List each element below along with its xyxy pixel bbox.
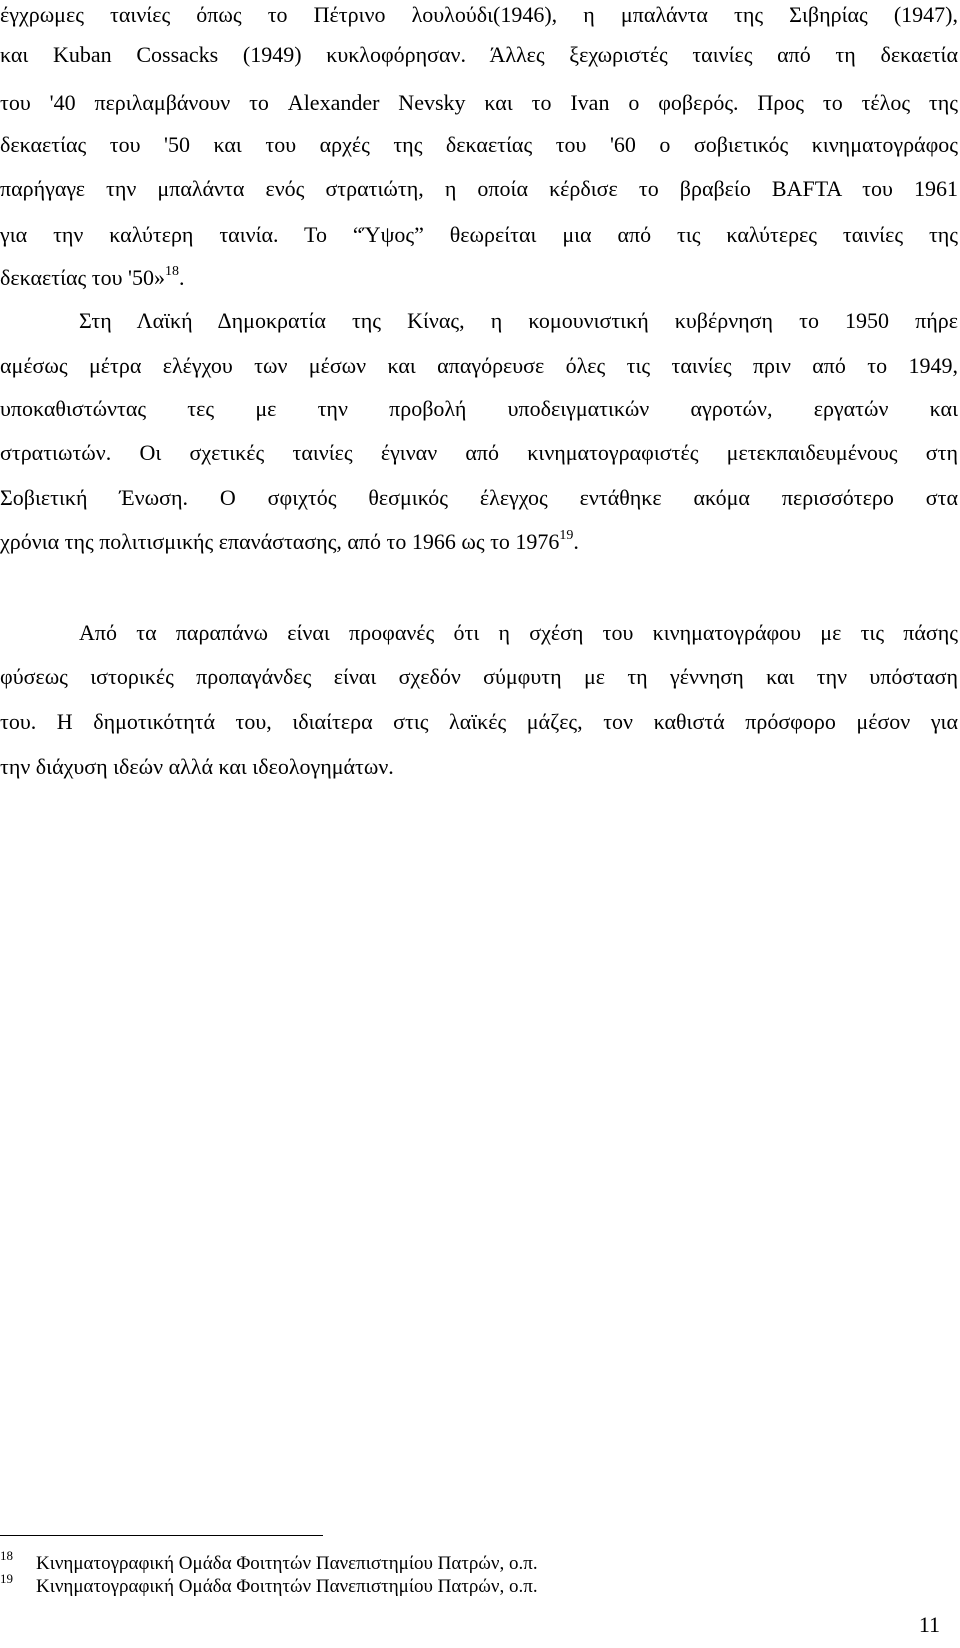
footnote-ref-18: 18 [164,264,179,279]
paragraph1-line-2: και Kuban Cossacks (1949) κυκλοφόρησαν. Άλλες ξεχωριστές ταινίες από τη δεκαετία [0,42,958,67]
paragraph2-last-text: χρόνια της πολιτισμικής επανάστασης, από το 1966 ως το 1976 [0,529,560,554]
paragraph1-line-7 [0,263,958,293]
footnote-text: Κινηματογραφική Ομάδα Φοιτητών Πανεπιστημίου Πατρών, ο.π. [36,1576,538,1597]
footnote-separator [0,1535,323,1536]
paragraph2-line-4: στρατιωτών. Οι σχετικές ταινίες έγιναν από κινηματογραφιστές μετεκπαιδευμένους στη [0,440,958,465]
paragraph1-line-6: για την καλύτερη ταινία. Το “Ύψος” θεωρείται μια από τις καλύτερες ταινίες της [0,222,958,247]
paragraph2-period: . [573,529,579,554]
footnote-number: 19 [0,1571,13,1586]
paragraph1-last-text: δεκαετίας του '50» [0,265,165,290]
footnote-ref-19: 19 [559,528,574,543]
page-number: 11 [918,1612,940,1637]
paragraph3-line-2: φύσεως ιστορικές προπαγάνδες είναι σχεδόν σύμφυτη με τη γέννηση και την υπόσταση [0,664,958,689]
footnote-number: 18 [0,1548,13,1563]
paragraph1-period: . [178,265,185,290]
paragraph3-line-3: του. Η δημοτικότητά του, ιδιαίτερα στις λαϊκές μάζες, τον καθιστά πρόσφορο μέσον για [0,709,958,734]
paragraph1-line-1: έγχρωμες ταινίες όπως το Πέτρινο λουλούδι(1946), η μπαλάντα της Σιβηρίας (1947), [0,2,958,27]
paragraph2-line-6 [0,527,958,557]
footnote-text: Κινηματογραφική Ομάδα Φοιτητών Πανεπιστημίου Πατρών, ο.π. [36,1553,538,1574]
paragraph2-line-2: αμέσως μέτρα ελέγχου των μέσων και απαγόρευσε όλες τις ταινίες πριν από το 1949, [0,353,958,378]
paragraph1-line-3: του '40 περιλαμβάνουν το Alexander Nevsky και το Ivan ο φοβερός. Προς το τέλος της [0,90,958,115]
paragraph2-line-3: υποκαθιστώντας τες με την προβολή υποδειγματικών αγροτών, εργατών και [0,396,958,421]
paragraph2-line-5: Σοβιετική Ένωση. Ο σφιχτός θεσμικός έλεγχος εντάθηκε ακόμα περισσότερο στα [0,485,958,510]
paragraph1-line-4: δεκαετίας του '50 και του αρχές της δεκαετίας του '60 ο σοβιετικός κινηματογράφος [0,132,958,157]
paragraph1-line-5: παρήγαγε την μπαλάντα ενός στρατιώτη, η οποία κέρδισε το βραβείο BAFTA του 1961 [0,176,958,201]
paragraph3-line-1: Από τα παραπάνω είναι προφανές ότι η σχέση του κινηματογράφου με τις πάσης [79,620,958,645]
paragraph2-line-1: Στη Λαϊκή Δημοκρατία της Κίνας, η κομουνιστική κυβέρνηση το 1950 πήρε [79,308,958,333]
paragraph3-line-4: την διάχυση ιδεών αλλά και ιδεολογημάτων. [0,754,394,779]
